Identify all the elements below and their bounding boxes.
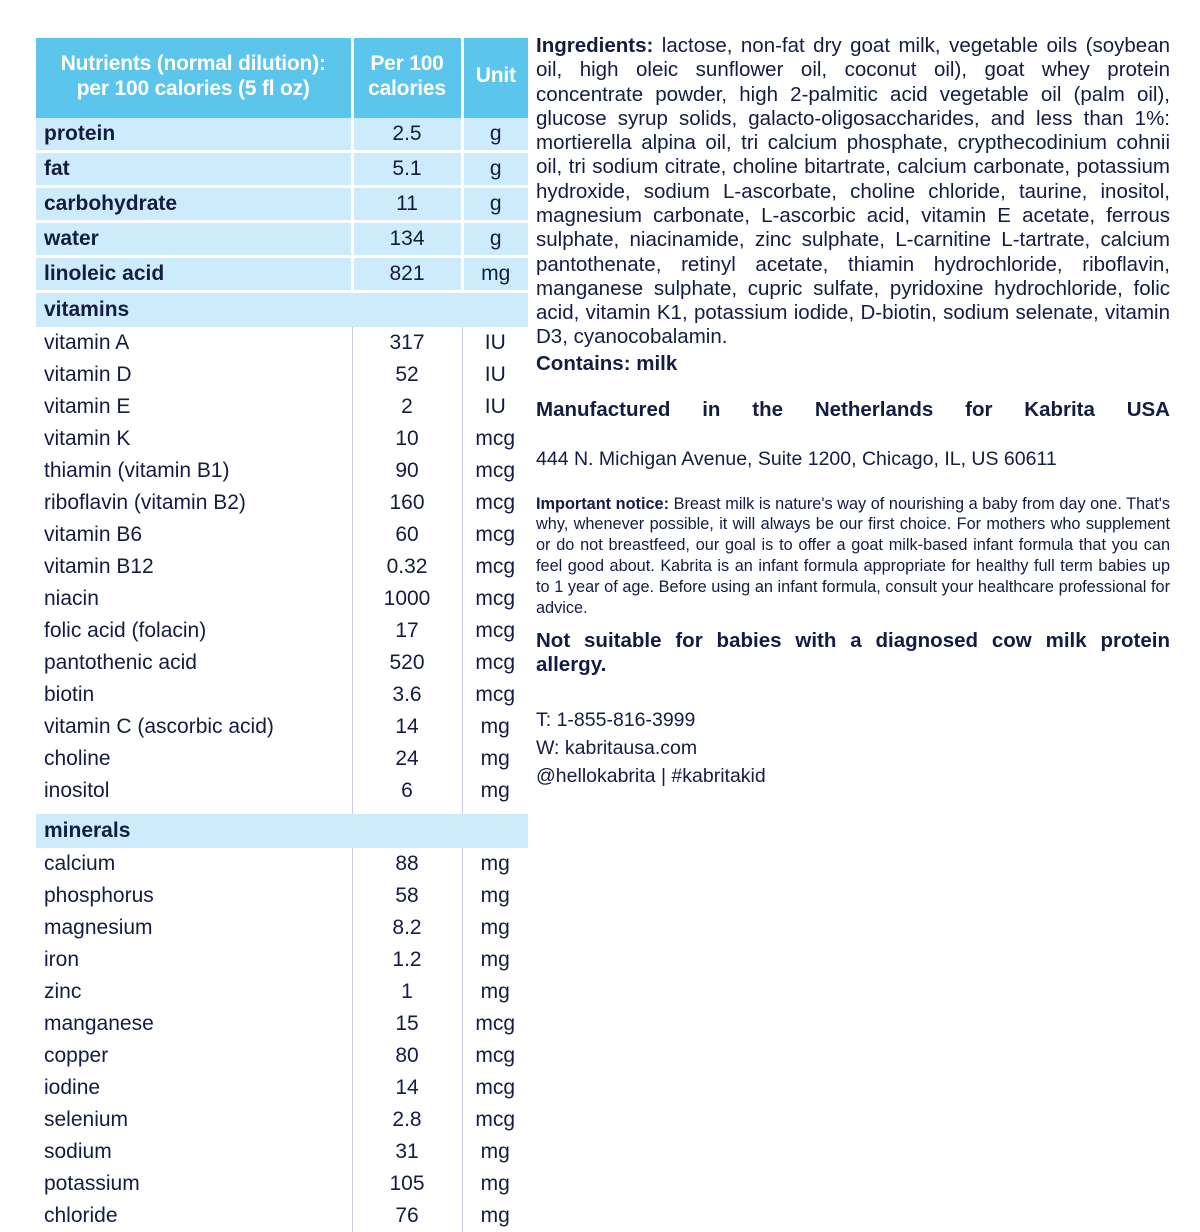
table-row <box>36 912 528 944</box>
nutrient-unit: g <box>462 186 528 221</box>
section-heading-label: minerals <box>36 814 528 848</box>
nutrient-value: 52 <box>352 359 462 391</box>
nutrient-name: thiamin (vitamin B1) <box>36 455 352 487</box>
nutrient-unit: g <box>462 151 528 186</box>
nutrient-name: vitamin D <box>36 359 352 391</box>
section-heading-label: vitamins <box>36 291 528 327</box>
nutrient-name: chloride <box>36 1200 352 1232</box>
nutrient-value: 31 <box>352 1136 462 1168</box>
nutrient-unit: mg <box>462 743 528 775</box>
table-row <box>36 455 528 487</box>
contact-block <box>536 706 1170 791</box>
nutrient-value: 24 <box>352 743 462 775</box>
nutrient-unit: mg <box>462 976 528 1008</box>
nutrient-value: 821 <box>352 256 462 291</box>
table-row <box>36 647 528 679</box>
nutrient-name: water <box>36 221 352 256</box>
nutrient-unit: mcg <box>462 455 528 487</box>
contact-social: @hellokabrita | #kabritakid <box>536 765 766 788</box>
table-header <box>36 38 528 118</box>
column-header-value-line1: Per 100 <box>370 52 444 75</box>
table-row <box>36 583 528 615</box>
table-row <box>36 487 528 519</box>
nutrient-unit: mcg <box>462 647 528 679</box>
nutrient-name: iodine <box>36 1072 352 1104</box>
table-row <box>36 615 528 647</box>
nutrient-name: vitamin K <box>36 423 352 455</box>
table-row <box>36 1104 528 1136</box>
nutrient-name: carbohydrate <box>36 186 352 221</box>
table-header-row <box>36 38 528 118</box>
ingredients-label: Ingredients: <box>536 34 654 57</box>
nutrient-value: 2.8 <box>352 1104 462 1136</box>
table-row <box>36 944 528 976</box>
table-row <box>36 519 528 551</box>
section-heading-minerals <box>36 814 528 848</box>
nutrient-unit: mcg <box>462 1072 528 1104</box>
table-row <box>36 1136 528 1168</box>
nutrient-table-container <box>36 38 528 1232</box>
nutrient-name: protein <box>36 118 352 152</box>
contact-website: W: kabritausa.com <box>536 737 698 760</box>
nutrient-name: inositol <box>36 775 352 807</box>
nutrient-value: 134 <box>352 221 462 256</box>
nutrient-unit: mg <box>462 1136 528 1168</box>
nutrient-value: 17 <box>352 615 462 647</box>
table-row <box>36 848 528 880</box>
contains-statement: Contains: milk <box>536 351 678 375</box>
table-row <box>36 711 528 743</box>
table-row <box>36 186 528 221</box>
table-row <box>36 551 528 583</box>
table-row <box>36 391 528 423</box>
column-header-nutrients-line2: per 100 calories (5 fl oz) <box>76 76 310 100</box>
table-row <box>36 423 528 455</box>
manufacturer-title: Manufactured in the Netherlands for Kabrita USA <box>536 397 1170 421</box>
nutrient-name: choline <box>36 743 352 775</box>
table-row <box>36 1040 528 1072</box>
nutrient-value: 8.2 <box>352 912 462 944</box>
nutrient-value: 10 <box>352 423 462 455</box>
nutrient-unit: mcg <box>462 1104 528 1136</box>
nutrient-value: 1 <box>352 976 462 1008</box>
nutrient-value: 105 <box>352 1168 462 1200</box>
nutrient-value: 88 <box>352 848 462 880</box>
nutrient-value: 0.32 <box>352 551 462 583</box>
nutrient-unit: mcg <box>462 487 528 519</box>
table-row <box>36 359 528 391</box>
nutrient-name: vitamin C (ascorbic acid) <box>36 711 352 743</box>
nutrient-name: niacin <box>36 583 352 615</box>
nutrient-name: potassium <box>36 1168 352 1200</box>
nutrient-unit: mg <box>462 256 528 291</box>
nutrient-value: 76 <box>352 1200 462 1232</box>
table-row <box>36 679 528 711</box>
nutrient-unit: mcg <box>462 679 528 711</box>
table-row <box>36 976 528 1008</box>
table-row <box>36 118 528 152</box>
nutrient-unit: mg <box>462 1168 528 1200</box>
column-header-per-100-calories <box>352 38 462 118</box>
nutrient-value: 160 <box>352 487 462 519</box>
nutrient-name: linoleic acid <box>36 256 352 291</box>
nutrient-value: 14 <box>352 1072 462 1104</box>
nutrient-value: 317 <box>352 327 462 359</box>
nutrient-table <box>36 38 528 1232</box>
nutrient-name: biotin <box>36 679 352 711</box>
ingredients-body: lactose, non-fat dry goat milk, vegetable oils (soybean oil, high oleic sunflower oil, coconut oil), goat whey protein concentrate powder, high 2-palmitic acid vegetable oil (palm oil), glucose syrup solids, galacto-oligosaccharides, and less than 1%: mortierella alpina oil, tri calcium phosphate, crypthecodinium cohnii oil, tri sodium citrate, choline bitartrate, calcium carbonate, potassium hydroxide, sodium L-ascorbate, choline chloride, taurine, inositol, magnesium carbonate, L-ascorbic acid, vitamin E acetate, ferrous sulphate, niacinamide, zinc sulphate, L-carnitine L-tartrate, calcium pantothenate, retinyl acetate, thiamin hydrochloride, riboflavin, manganese sulphate, cupric sulfate, pyridoxine hydrochloride, folic acid, vitamin K1, potassium iodide, D-biotin, sodium selenate, vitamin D3, cyanocobalamin. <box>536 34 1170 349</box>
important-notice-body: Breast milk is nature's way of nourishing a baby from day one. That's why, whenever possible, it will always be our first choice. For mothers who supplement or do not breastfeed, our goal is to offer a goat milk-based infant formula that you can feel good about. Kabrita is an infant formula appropriate for healthy full term babies up to 1 year of age. Before using an infant formula, consult your healthcare professional for advice. <box>536 494 1170 617</box>
nutrient-name: calcium <box>36 848 352 880</box>
nutrient-name: iron <box>36 944 352 976</box>
nutrient-unit: g <box>462 221 528 256</box>
nutrient-value: 1000 <box>352 583 462 615</box>
nutrient-name: selenium <box>36 1104 352 1136</box>
nutrient-unit: mg <box>462 912 528 944</box>
nutrient-value: 90 <box>352 455 462 487</box>
label-copy-column <box>536 34 1170 791</box>
nutrient-value: 520 <box>352 647 462 679</box>
important-notice-paragraph <box>536 494 1170 619</box>
nutrient-name: folic acid (folacin) <box>36 615 352 647</box>
nutrient-name: pantothenic acid <box>36 647 352 679</box>
nutrient-name: copper <box>36 1040 352 1072</box>
contact-phone: T: 1-855-816-3999 <box>536 708 696 731</box>
nutrient-name: phosphorus <box>36 880 352 912</box>
nutrient-value: 3.6 <box>352 679 462 711</box>
nutrient-name: vitamin E <box>36 391 352 423</box>
nutrient-name: vitamin B6 <box>36 519 352 551</box>
nutrient-unit: mg <box>462 880 528 912</box>
table-row <box>36 1072 528 1104</box>
table-row <box>36 743 528 775</box>
nutrient-unit: mg <box>462 775 528 807</box>
nutrient-name: fat <box>36 151 352 186</box>
column-header-value-line2: calories <box>368 76 446 100</box>
nutrient-unit: mcg <box>462 423 528 455</box>
column-header-nutrients-line1: Nutrients (normal dilution): <box>60 52 326 75</box>
nutrient-unit: mg <box>462 711 528 743</box>
nutrient-value: 5.1 <box>352 151 462 186</box>
table-body <box>36 118 528 1232</box>
table-row <box>36 151 528 186</box>
nutrient-name: manganese <box>36 1008 352 1040</box>
nutrient-value: 58 <box>352 880 462 912</box>
nutrient-value: 2.5 <box>352 118 462 152</box>
table-row <box>36 1008 528 1040</box>
row-spacer <box>36 807 528 814</box>
allergy-warning: Not suitable for babies with a diagnosed cow milk protein allergy. <box>536 628 1170 677</box>
nutrient-unit: mg <box>462 848 528 880</box>
nutrient-name: zinc <box>36 976 352 1008</box>
nutrient-unit: mcg <box>462 583 528 615</box>
nutrient-unit: IU <box>462 327 528 359</box>
nutrient-unit: mg <box>462 1200 528 1232</box>
nutrient-value: 15 <box>352 1008 462 1040</box>
table-row <box>36 880 528 912</box>
nutrient-value: 80 <box>352 1040 462 1072</box>
table-row <box>36 775 528 807</box>
ingredients-paragraph <box>536 34 1170 350</box>
nutrient-value: 11 <box>352 186 462 221</box>
nutrient-unit: mcg <box>462 551 528 583</box>
table-row <box>36 1168 528 1200</box>
column-header-nutrients <box>36 38 352 118</box>
nutrient-name: sodium <box>36 1136 352 1168</box>
nutrient-unit: mcg <box>462 519 528 551</box>
section-heading-vitamins <box>36 291 528 327</box>
nutrient-name: riboflavin (vitamin B2) <box>36 487 352 519</box>
nutrient-value: 60 <box>352 519 462 551</box>
nutrient-name: magnesium <box>36 912 352 944</box>
table-row <box>36 327 528 359</box>
nutrient-unit: mcg <box>462 1008 528 1040</box>
nutrient-unit: mcg <box>462 615 528 647</box>
important-notice-label: Important notice: <box>536 494 670 513</box>
nutrient-unit: IU <box>462 391 528 423</box>
table-row <box>36 1200 528 1232</box>
table-row <box>36 256 528 291</box>
nutrient-unit: mcg <box>462 1040 528 1072</box>
nutrient-value: 2 <box>352 391 462 423</box>
nutrient-value: 1.2 <box>352 944 462 976</box>
nutrient-value: 14 <box>352 711 462 743</box>
nutrient-unit: mg <box>462 944 528 976</box>
nutrient-unit: IU <box>462 359 528 391</box>
column-header-unit: Unit <box>462 38 528 118</box>
nutrient-name: vitamin A <box>36 327 352 359</box>
nutrient-unit: g <box>462 118 528 152</box>
nutrient-name: vitamin B12 <box>36 551 352 583</box>
table-row <box>36 221 528 256</box>
nutrient-value: 6 <box>352 775 462 807</box>
manufacturer-address: 444 N. Michigan Avenue, Suite 1200, Chicago, IL, US 60611 <box>536 448 1057 471</box>
